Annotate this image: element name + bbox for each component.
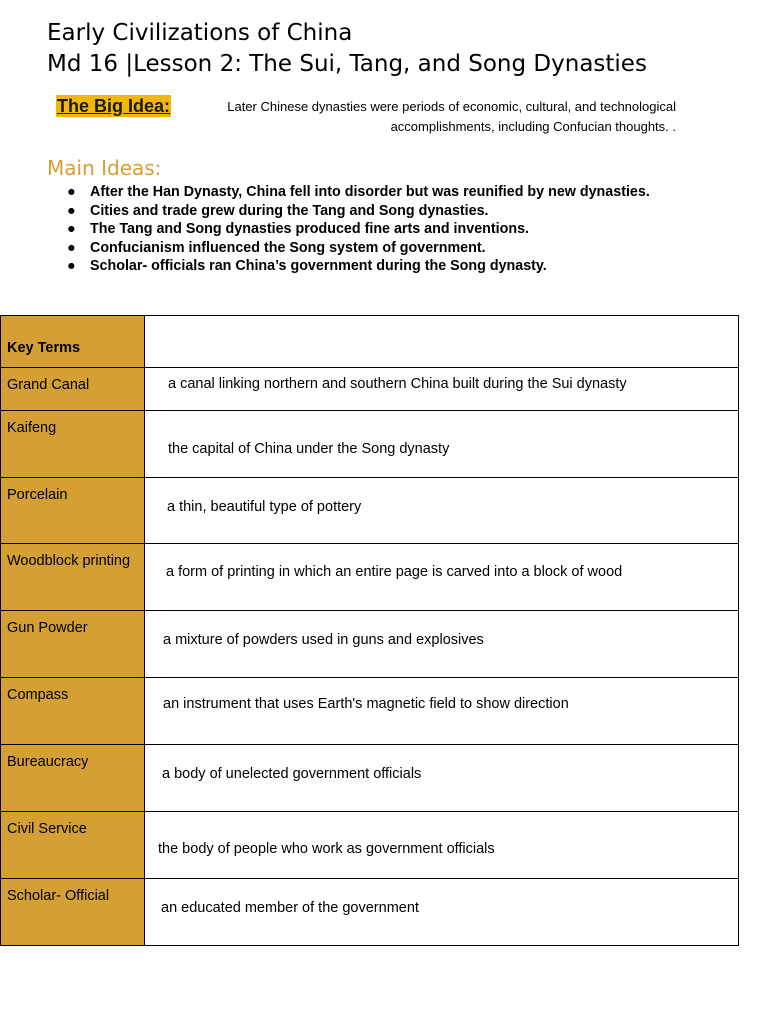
list-item: ● Scholar- officials ran China’s government during the Song dynasty. <box>67 258 547 274</box>
definition-cell <box>145 478 739 544</box>
big-idea-section <box>56 97 676 137</box>
term-cell: Scholar- Official <box>1 879 145 946</box>
term-cell: Bureaucracy <box>1 745 145 812</box>
table-row <box>1 812 739 879</box>
term-cell: Compass <box>1 678 145 745</box>
definition-cell <box>145 411 739 478</box>
table-row <box>1 544 739 611</box>
definition-text: a canal linking northern and southern China built during the Sui dynasty <box>168 376 627 392</box>
definition-cell <box>145 812 739 879</box>
table-row <box>1 411 739 478</box>
main-ideas-list <box>67 183 650 276</box>
definition-text: an instrument that uses Earth's magnetic field to show direction <box>163 696 569 712</box>
list-item: ● The Tang and Song dynasties produced fine arts and inventions. <box>67 221 530 237</box>
table-row <box>1 368 739 411</box>
bullet-icon: ● <box>67 202 76 219</box>
term-cell: Gun Powder <box>1 611 145 678</box>
list-item: ● Cities and trade grew during the Tang and Song dynasties. <box>67 202 489 219</box>
list-item: ● After the Han Dynasty, China fell into disorder but was reunified by new dynasties. <box>67 184 650 200</box>
definition-text: an educated member of the government <box>161 900 419 916</box>
key-terms-table <box>0 315 739 946</box>
definition-text: a form of printing in which an entire page is carved into a block of wood <box>166 564 623 580</box>
table-header-value <box>145 316 739 368</box>
bullet-icon: ● <box>67 239 76 256</box>
definition-text: a body of unelected government officials <box>162 766 422 782</box>
list-item: ● Confucianism influenced the Song system of government. <box>67 239 486 256</box>
definition-cell <box>145 745 739 812</box>
table-row <box>1 879 739 946</box>
definition-cell <box>145 678 739 745</box>
definition-text: a thin, beautiful type of pottery <box>167 499 362 515</box>
table-row <box>1 678 739 745</box>
page-title <box>47 18 647 80</box>
definition-cell <box>145 368 739 411</box>
term-cell: Woodblock printing <box>1 544 145 611</box>
term-cell: Grand Canal <box>1 368 145 411</box>
table-header-row <box>1 316 739 368</box>
term-cell: Kaifeng <box>1 411 145 478</box>
term-cell: Porcelain <box>1 478 145 544</box>
table-row <box>1 478 739 544</box>
table-row <box>1 745 739 812</box>
bullet-icon: ● <box>67 184 76 200</box>
term-cell: Civil Service <box>1 812 145 879</box>
definition-cell <box>145 611 739 678</box>
table-row <box>1 611 739 678</box>
definition-text: the capital of China under the Song dynasty <box>168 441 450 457</box>
big-idea-label: The Big Idea: <box>57 96 171 116</box>
definition-cell <box>145 879 739 946</box>
big-idea-text: Later Chinese dynasties were periods of economic, cultural, and technological accomplishments, including Confucian thoughts. . <box>227 99 676 134</box>
bullet-icon: ● <box>67 258 76 274</box>
title-line-1: Early Civilizations of China <box>47 20 353 46</box>
table-header-label: Key Terms <box>1 316 145 368</box>
bullet-icon: ● <box>67 221 76 237</box>
definition-text: the body of people who work as government officials <box>158 841 495 857</box>
main-ideas-heading: Main Ideas: <box>47 156 162 180</box>
title-line-2: Md 16 |Lesson 2: The Sui, Tang, and Song Dynasties <box>47 51 647 77</box>
definition-text: a mixture of powders used in guns and explosives <box>163 632 484 648</box>
definition-cell <box>145 544 739 611</box>
